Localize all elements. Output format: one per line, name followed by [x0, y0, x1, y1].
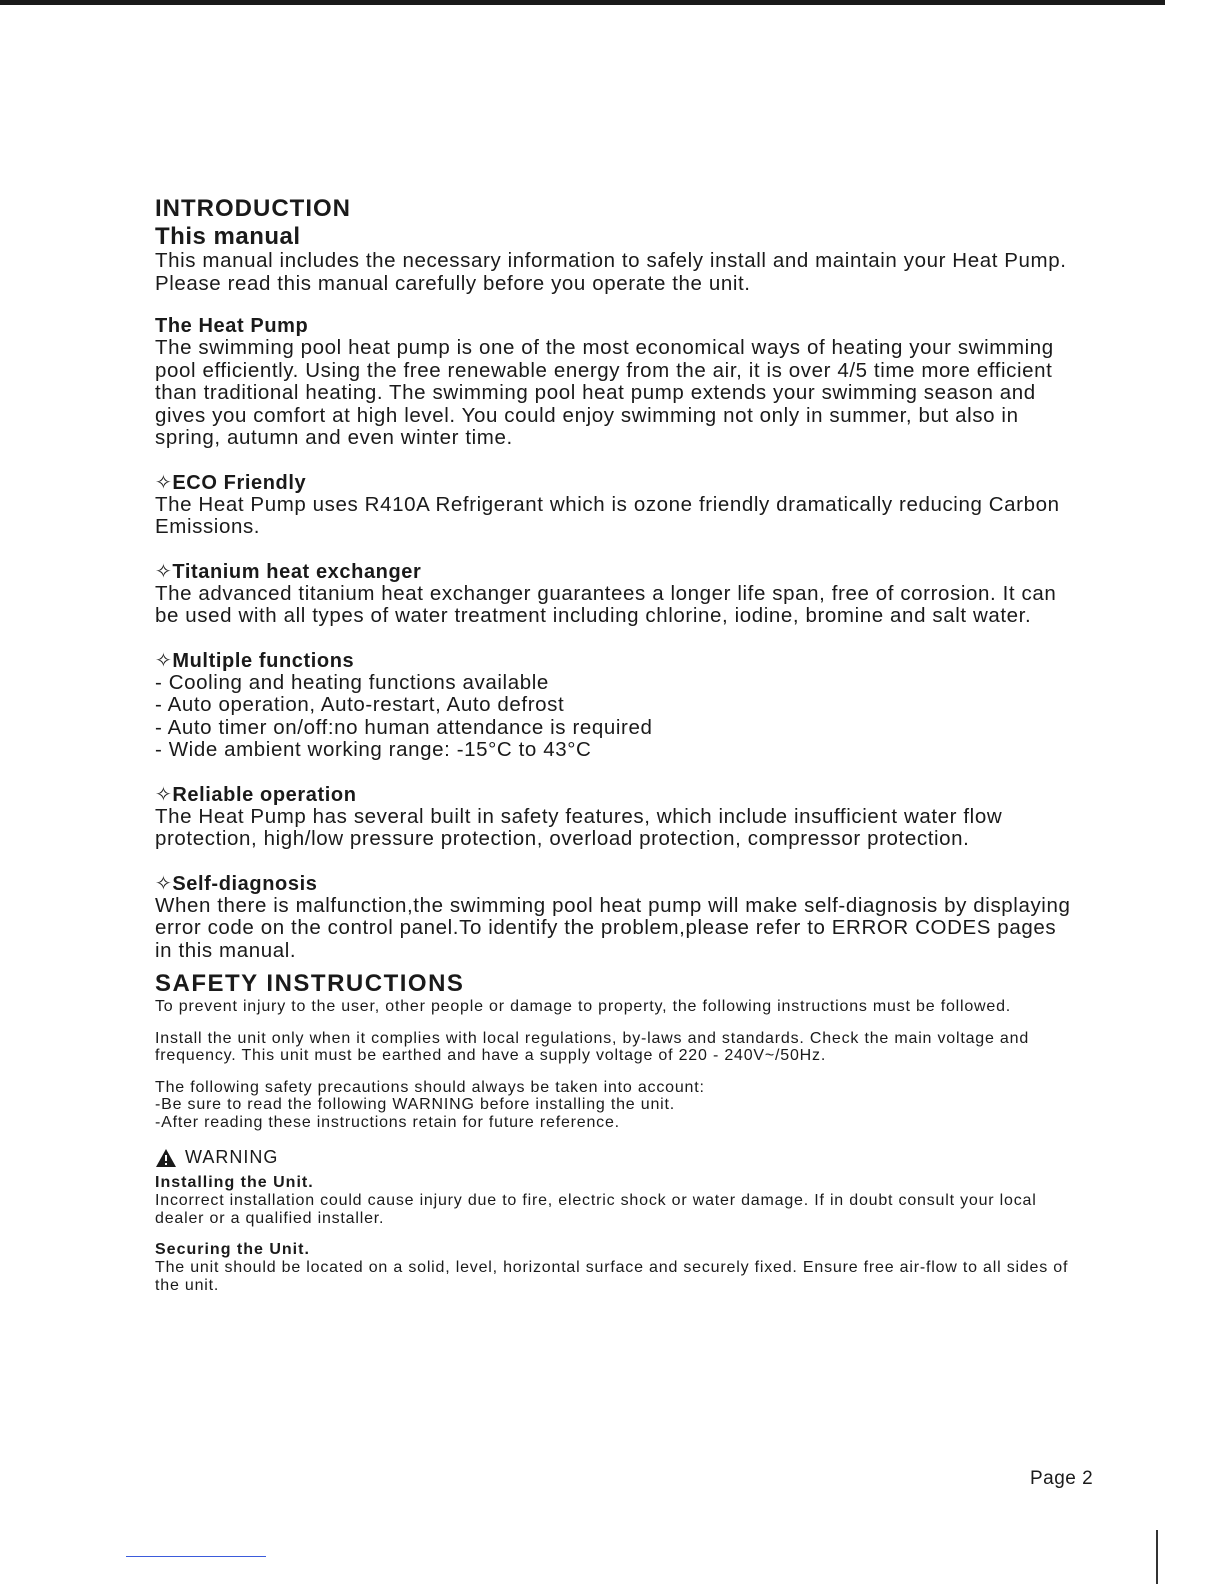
introduction-heading: INTRODUCTION	[155, 195, 351, 222]
warning-row	[155, 1147, 1075, 1168]
safety-precautions	[155, 1079, 1075, 1132]
warning-triangle-icon	[155, 1148, 177, 1168]
installing-title: Installing the Unit.	[155, 1174, 314, 1191]
top-border-rule	[0, 0, 1165, 5]
self-diagnosis-section	[155, 873, 1075, 963]
precaution-line: -After reading these instructions retain for future reference.	[155, 1113, 620, 1131]
list-item: - Wide ambient working range: -15°C to 43°C	[155, 738, 592, 761]
reliable-operation-text: The Heat Pump has several built in safety features, which include insufficient water flow protection, high/low pressure protection, overload protection, compressor protection.	[155, 804, 1003, 850]
installing-text: Incorrect installation could cause injury due to fire, electric shock or water damage. If in doubt consult your local dealer or a qualified installer.	[155, 1192, 1037, 1227]
warning-label: WARNING	[185, 1147, 279, 1167]
bottom-link-rule	[126, 1556, 266, 1557]
list-item: - Auto operation, Auto-restart, Auto defrost	[155, 693, 565, 716]
heat-pump-title: The Heat Pump	[155, 315, 309, 337]
page-content	[155, 194, 1075, 1294]
securing-text: The unit should be located on a solid, level, horizontal surface and securely fixed. Ensure free air-flow to all sides of the unit.	[155, 1259, 1069, 1294]
multiple-functions-list	[155, 672, 1075, 762]
installing-section	[155, 1174, 1075, 1227]
page-number: Page 2	[1030, 1468, 1094, 1489]
self-diagnosis-title: ✧Self-diagnosis	[155, 872, 318, 895]
safety-install-text: Install the unit only when it complies with local regulations, by-laws and standards. Check the main voltage and frequency. This unit must be earthed and have a supply voltage of 220 - 240V~/50Hz.	[155, 1029, 1030, 1064]
securing-title: Securing the Unit.	[155, 1241, 310, 1258]
list-item: - Auto timer on/off:no human attendance is required	[155, 715, 653, 739]
multiple-functions-section	[155, 650, 1075, 762]
this-manual-title: This manual	[155, 223, 301, 250]
list-item: - Cooling and heating functions available	[155, 670, 549, 694]
reliable-operation-title: ✧Reliable operation	[155, 783, 357, 806]
securing-section	[155, 1241, 1075, 1294]
this-manual-text: This manual includes the necessary information to safely install and maintain your Heat Pump. Please read this manual carefully before you operate the unit.	[155, 249, 1067, 295]
titanium-text: The advanced titanium heat exchanger guarantees a longer life span, free of corrosion. It can be used with all types of water treatment including chlorine, iodine, bromine and salt water.	[155, 581, 1057, 627]
reliable-operation-section	[155, 784, 1075, 851]
heat-pump-text: The swimming pool heat pump is one of the most economical ways of heating your swimming pool efficiently. Using the free renewable energy from the air, it is over 4/5 time more efficient than traditional heating. The swimming pool heat pump extends your swimming season and gives you comfort at high level. You could enjoy swimming not only in summer, but also in spring, autumn and even winter time.	[155, 336, 1054, 449]
eco-title: ✧ECO Friendly	[155, 471, 307, 494]
eco-text: The Heat Pump uses R410A Refrigerant which is ozone friendly dramatically reducing Carbon Emissions.	[155, 492, 1060, 538]
heat-pump-section	[155, 315, 1075, 450]
titanium-section	[155, 561, 1075, 628]
safety-intro-text: To prevent injury to the user, other people or damage to property, the following instructions must be followed.	[155, 998, 1012, 1015]
self-diagnosis-text: When there is malfunction,the swimming pool heat pump will make self-diagnosis by displaying error code on the control panel.To identify the problem,please refer to ERROR CODES pages in this manual.	[155, 893, 1071, 962]
safety-instructions-heading: SAFETY INSTRUCTIONS	[155, 970, 465, 997]
right-edge-rule	[1156, 1530, 1158, 1584]
precaution-line: The following safety precautions should always be taken into account:	[155, 1078, 705, 1096]
multiple-functions-title: ✧Multiple functions	[155, 649, 355, 672]
titanium-title: ✧Titanium heat exchanger	[155, 560, 422, 583]
eco-section	[155, 472, 1075, 539]
precaution-line: -Be sure to read the following WARNING before installing the unit.	[155, 1096, 675, 1113]
